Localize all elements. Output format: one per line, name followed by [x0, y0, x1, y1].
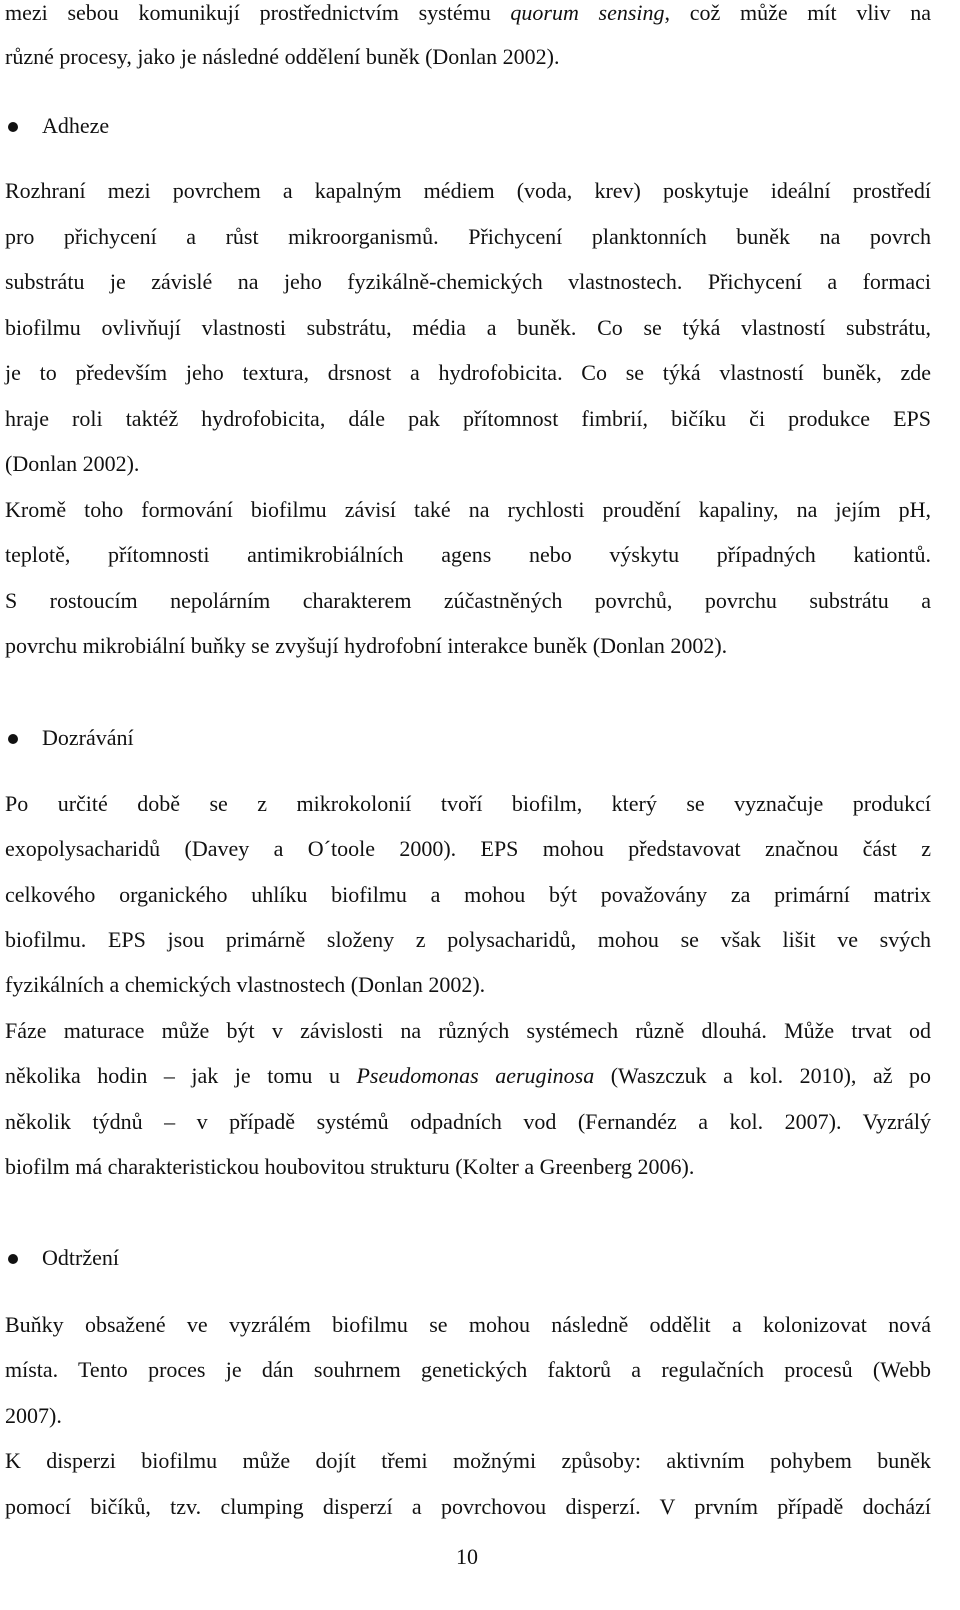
paragraph-line: celkového organického uhlíku biofilmu a mohou být považovány za primární matrix	[5, 882, 931, 907]
paragraph-line: substrátu je závislé na jeho fyzikálně-chemických vlastnostech. Přichycení a formaci	[5, 269, 931, 294]
paragraph-line: Fáze maturace může být v závislosti na různých systémech různě dlouhá. Může trvat od	[5, 1018, 931, 1043]
paragraph-line: biofilmu ovlivňují vlastnosti substrátu, média a buněk. Co se týká vlastností substrátu,	[5, 315, 931, 340]
paragraph-line: 2007).	[5, 1403, 62, 1428]
paragraph-line: biofilmu. EPS jsou primárně složeny z polysacharidů, mohou se však lišit ve svých	[5, 927, 931, 952]
bullet-icon	[8, 1254, 18, 1264]
paragraph-line: Kromě toho formování biofilmu závisí také na rychlosti proudění kapaliny, na jejím pH,	[5, 497, 931, 522]
paragraph-line: několik týdnů – v případě systémů odpadních vod (Fernandéz a kol. 2007). Vyzrálý	[5, 1109, 931, 1134]
paragraph-line: S rostoucím nepolárním charakterem zúčastněných povrchů, povrchu substrátu a	[5, 588, 931, 613]
paragraph-line: biofilm má charakteristickou houbovitou strukturu (Kolter a Greenberg 2006).	[5, 1154, 695, 1179]
paragraph-line: teplotě, přítomnosti antimikrobiálních agens nebo výskytu případných kationtů.	[5, 542, 931, 567]
bullet-icon	[8, 122, 18, 132]
paragraph-line: Rozhraní mezi povrchem a kapalným médiem (voda, krev) poskytuje ideální prostředí	[5, 178, 931, 203]
paragraph-line: mezi sebou komunikují prostřednictvím systému quorum sensing, což může mít vliv na	[5, 0, 931, 25]
bullet-icon	[8, 734, 18, 744]
paragraph-line: pomocí bičíků, tzv. clumping disperzí a povrchovou disperzí. V prvním případě dochází	[5, 1494, 931, 1519]
paragraph-line: různé procesy, jako je následné oddělení buněk (Donlan 2002).	[5, 44, 560, 69]
paragraph-line: pro přichycení a růst mikroorganismů. Přichycení planktonních buněk na povrch	[5, 224, 931, 249]
paragraph-line: (Donlan 2002).	[5, 451, 140, 476]
paragraph-line: fyzikálních a chemických vlastnostech (Donlan 2002).	[5, 972, 486, 997]
paragraph-line: K disperzi biofilmu může dojít třemi možnými způsoby: aktivním pohybem buněk	[5, 1448, 931, 1473]
paragraph-line: místa. Tento proces je dán souhrnem genetických faktorů a regulačních procesů (Webb	[5, 1357, 931, 1382]
paragraph-line: několika hodin – jak je tomu u Pseudomonas aeruginosa (Waszczuk a kol. 2010), až po	[5, 1063, 931, 1088]
page-number: 10	[456, 1544, 478, 1569]
paragraph-line: Po určité době se z mikrokolonií tvoří biofilm, který se vyznačuje produkcí	[5, 791, 931, 816]
section-heading-maturation: Dozrávání	[42, 725, 134, 750]
paragraph-line: Buňky obsažené ve vyzrálém biofilmu se mohou následně oddělit a kolonizovat nová	[5, 1312, 931, 1337]
paragraph-line: povrchu mikrobiální buňky se zvyšují hydrofobní interakce buněk (Donlan 2002).	[5, 633, 728, 658]
section-heading-adhesion: Adheze	[42, 113, 110, 138]
paragraph-line: je to především jeho textura, drsnost a hydrofobicita. Co se týká vlastností buněk, zde	[5, 360, 931, 385]
section-heading-detachment: Odtržení	[42, 1245, 119, 1270]
paragraph-line: hraje roli taktéž hydrofobicita, dále pak přítomnost fimbrií, bičíku či produkce EPS	[5, 406, 931, 431]
paragraph-line: exopolysacharidů (Davey a O´toole 2000). EPS mohou představovat značnou část z	[5, 836, 931, 861]
